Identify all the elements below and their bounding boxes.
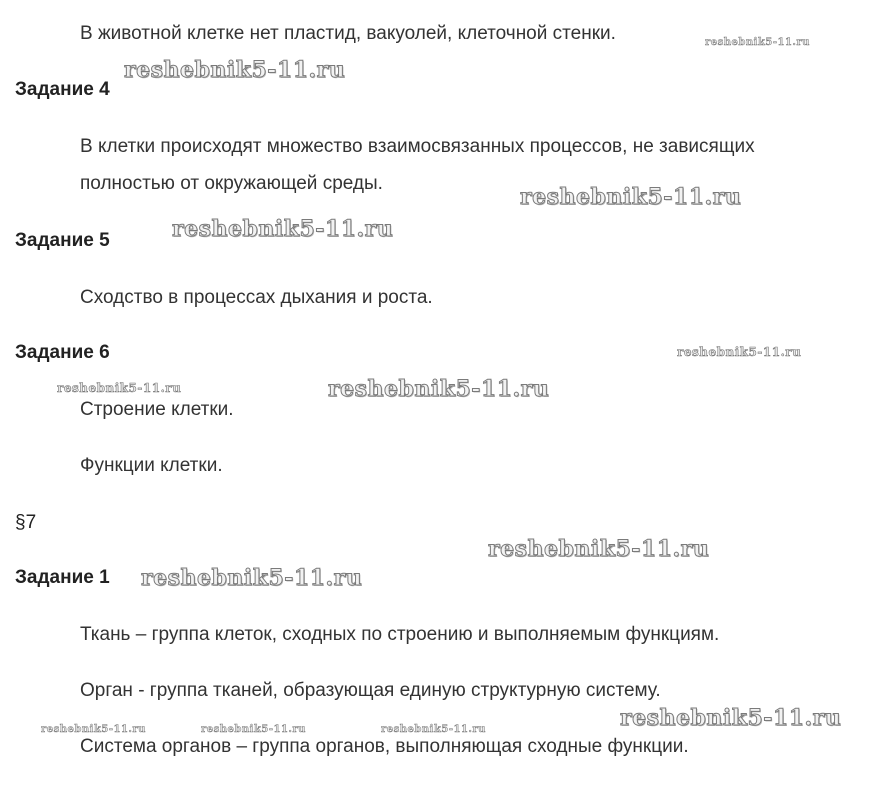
paragraph-organ-system: Система органов – группа органов, выполняющая сходные функции. (80, 736, 689, 757)
heading-task-1: Задание 1 (15, 567, 110, 588)
watermark: reshebnik5-11.ru (620, 705, 842, 731)
watermark: reshebnik5-11.ru (677, 345, 802, 359)
watermark: reshebnik5-11.ru (41, 724, 146, 735)
paragraph-processes-line-1: В клетки происходят множество взаимосвязанных процессов, не зависящих (80, 136, 755, 157)
watermark: reshebnik5-11.ru (488, 536, 710, 562)
heading-task-5: Задание 5 (15, 230, 110, 251)
watermark: reshebnik5-11.ru (381, 724, 486, 735)
watermark: reshebnik5-11.ru (328, 376, 550, 402)
paragraph-no-plastids: В животной клетке нет пластид, вакуолей, клеточной стенки. (80, 23, 616, 44)
section-heading: §7 (15, 512, 37, 533)
paragraph-cell-structure: Строение клетки. (80, 399, 234, 420)
paragraph-organ: Орган - группа тканей, образующая единую структурную систему. (80, 680, 661, 701)
watermark: reshebnik5-11.ru (141, 565, 363, 591)
heading-task-6: Задание 6 (15, 342, 110, 363)
watermark: reshebnik5-11.ru (172, 216, 394, 242)
paragraph-cell-functions: Функции клетки. (80, 455, 223, 476)
watermark: reshebnik5-11.ru (124, 57, 346, 83)
heading-task-4: Задание 4 (15, 79, 110, 100)
paragraph-tissue: Ткань – группа клеток, сходных по строению и выполняемым функциям. (80, 624, 720, 645)
watermark: reshebnik5-11.ru (520, 184, 742, 210)
paragraph-similarity: Сходство в процессах дыхания и роста. (80, 287, 433, 308)
paragraph-processes-line-2: полностью от окружающей среды. (80, 173, 383, 194)
watermark: reshebnik5-11.ru (57, 381, 182, 395)
watermark: reshebnik5-11.ru (705, 37, 810, 48)
watermark: reshebnik5-11.ru (201, 724, 306, 735)
